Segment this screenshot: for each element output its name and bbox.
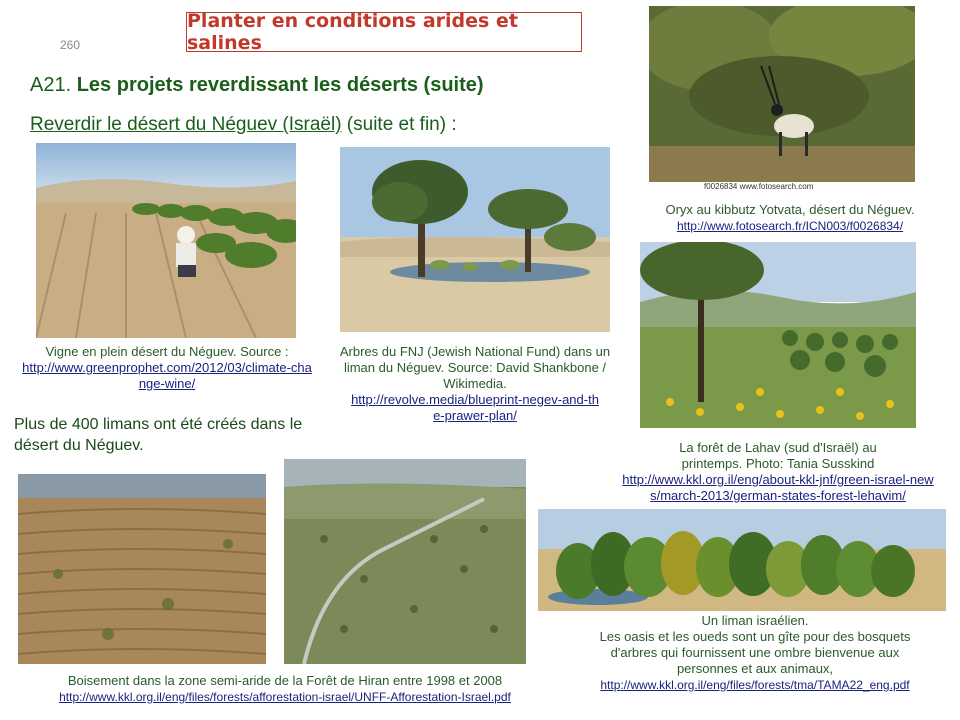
liman-oasis-caption-block (570, 613, 940, 693)
oryx-source-link[interactable]: http://www.fotosearch.fr/ICN003/f0026834/ (676, 219, 904, 233)
oryx-photo-stamp: f0026834 www.fotosearch.com (704, 182, 814, 191)
oryx-caption: Oryx au kibbutz Yotvata, désert du Néguev. (665, 202, 915, 217)
liman-trees-source-link[interactable]: http://revolve.media/blueprint-negev-and-the-prawer-plan/ (351, 392, 599, 423)
hiran-source-link[interactable]: http://www.kkl.org.il/eng/files/forests/afforestation-israel/UNFF-Afforestation-Israel.pdf (59, 690, 511, 704)
page-number: 260 (60, 38, 81, 52)
liman-oasis-photo (538, 509, 946, 611)
vineyard-caption-block (8, 344, 326, 392)
subheading-underlined: Reverdir le désert du Néguev (Israël) (30, 114, 342, 135)
vineyard-photo (36, 143, 296, 338)
limans-note: Plus de 400 limans ont été créés dans le désert du Néguev. (14, 416, 303, 454)
section-subheading (30, 114, 457, 136)
lahav-forest-photo (640, 242, 916, 428)
lahav-caption: La forêt de Lahav (sud d'Israël) au printemps. Photo: Tania Susskind (679, 440, 877, 471)
section-heading (30, 74, 484, 97)
liman-trees-photo (340, 147, 610, 332)
hiran-caption-block (10, 673, 560, 705)
section-title: Les projets reverdissant les déserts (suite) (76, 74, 484, 96)
hiran-aerial-photo-1 (18, 474, 266, 664)
oryx-caption-block (620, 202, 960, 234)
hiran-aerial-photo-2 (284, 459, 526, 664)
page-title: Planter en conditions arides et salines (186, 12, 582, 52)
liman-trees-caption: Arbres du FNJ (Jewish National Fund) dans un liman du Néguev. Source: David Shankbone / Wikimedia. (339, 344, 611, 391)
lahav-caption-block (608, 440, 948, 504)
liman-oasis-caption-title: Un liman israélien. (701, 613, 809, 628)
section-code: A21. (30, 74, 72, 96)
liman-trees-caption-block (328, 344, 622, 424)
hiran-caption: Boisement dans la zone semi-aride de la Forêt de Hiran entre 1998 et 2008 (67, 673, 503, 688)
vineyard-source-link[interactable]: http://www.greenprophet.com/2012/03/climate-change-wine/ (22, 360, 312, 391)
liman-oasis-source-link[interactable]: http://www.kkl.org.il/eng/files/forests/tma/TAMA22_eng.pdf (600, 678, 910, 692)
subheading-rest: (suite et fin) : (341, 114, 457, 135)
lahav-source-link[interactable]: http://www.kkl.org.il/eng/about-kkl-jnf/green-israel-news/march-2013/german-states-forest-lehavim/ (622, 472, 934, 503)
oryx-photo (649, 6, 915, 194)
liman-oasis-caption: Les oasis et les oueds sont un gîte pour des bosquets d'arbres qui fournissent une ombre bienvenue aux personnes et aux animaux, (599, 629, 911, 676)
vineyard-caption: Vigne en plein désert du Néguev. Source : (45, 344, 289, 359)
